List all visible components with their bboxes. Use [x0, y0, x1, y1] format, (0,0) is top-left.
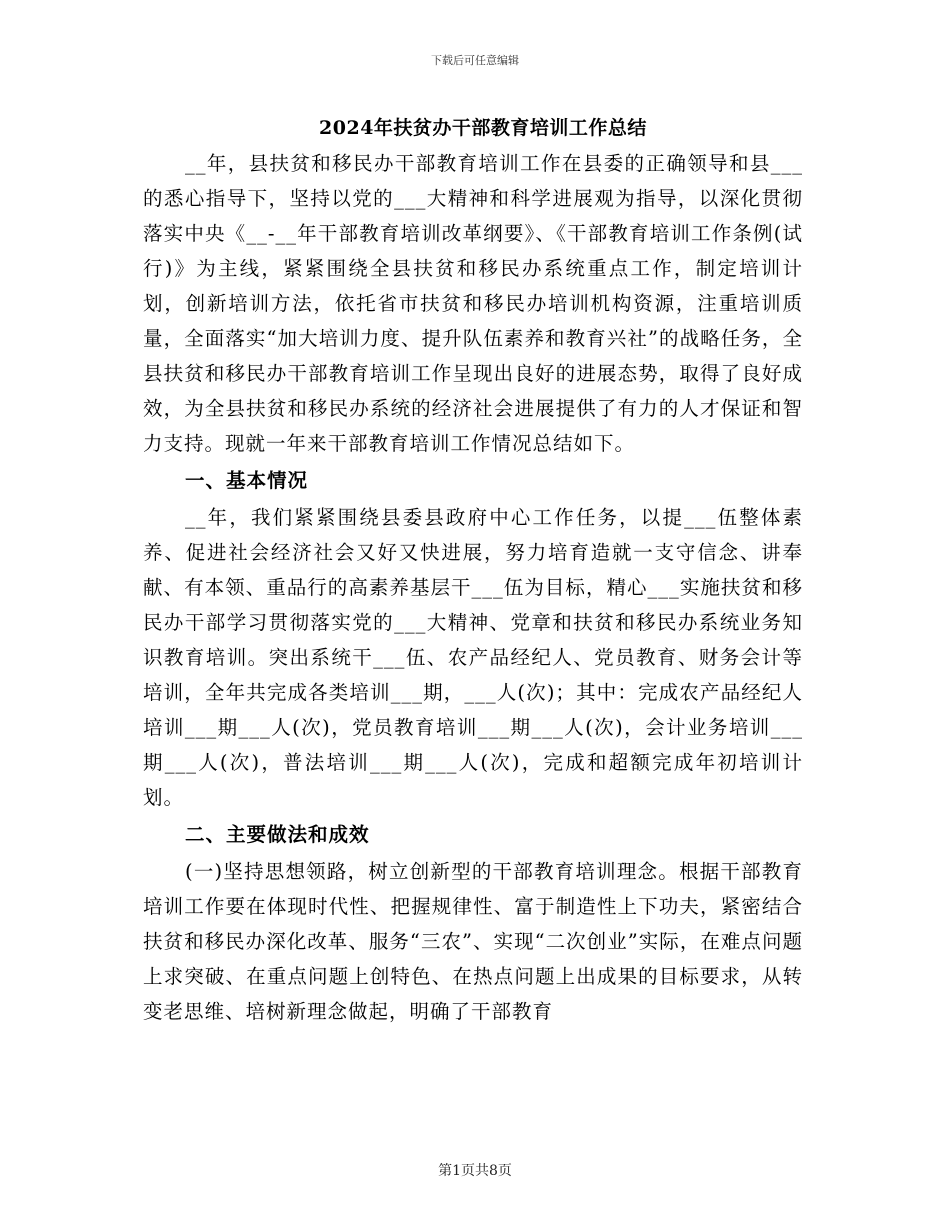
section-2-heading: 二、主要做法和成效 [185, 823, 370, 846]
section-1-paragraph: __年，我们紧紧围绕县委县政府中心工作任务，以提___伍整体素养、促进社会经济社会又好又快进展，努力培育造就一支守信念、讲奉献、有本领、重品行的高素养基层干___伍为目标，精心___实施扶贫和移民办干部学习贯彻落实党的___大精神、党章和扶贫和移民办系统业务知识教育培训。突出系统干___伍、农产品经纪人、党员教育、财务会计等培训，全年共完成各类培训___期，___人(次)；其中：完成农产品经纪人培训___期___人(次)，党员教育培训___期___人(次)，会计业务培训___期___人(次)，普法培训___期___人(次)，完成和超额完成年初培训计划。 [143, 506, 803, 809]
section-1-heading: 一、基本情况 [185, 469, 309, 492]
section-2-paragraph: (一)坚持思想领路，树立创新型的干部教育培训理念。根据干部教育培训工作要在体现时代性、把握规律性、富于制造性上下功夫，紧密结合扶贫和移民办深化改革、服务“三农”、实现“二次创业”实际，在难点问题上求突破、在重点问题上创特色、在热点问题上出成果的目标要求，从转变老思维、培树新理念做起，明确了干部教育 [143, 860, 803, 1023]
document-title: 2024年扶贫办干部教育培训工作总结 [319, 117, 647, 139]
page-header-note: 下载后可任意编辑 [431, 54, 519, 67]
page-number-footer: 第1页共8页 [438, 1163, 512, 1179]
intro-paragraph: __年，县扶贫和移民办干部教育培训工作在县委的正确领导和县___的悉心指导下，坚持以党的___大精神和科学进展观为指导，以深化贯彻落实中央《__-__年干部教育培训改革纲要》、《干部教育培训工作条例(试行)》为主线，紧紧围绕全县扶贫和移民办系统重点工作，制定培训计划，创新培训方法，依托省市扶贫和移民办培训机构资源，注重培训质量，全面落实“加大培训力度、提升队伍素养和教育兴社”的战略任务，全县扶贫和移民办干部教育培训工作呈现出良好的进展态势，取得了良好成效，为全县扶贫和移民办系统的经济社会进展提供了有力的人才保证和智力支持。现就一年来干部教育培训工作情况总结如下。 [143, 152, 803, 455]
document-body [143, 110, 803, 1029]
